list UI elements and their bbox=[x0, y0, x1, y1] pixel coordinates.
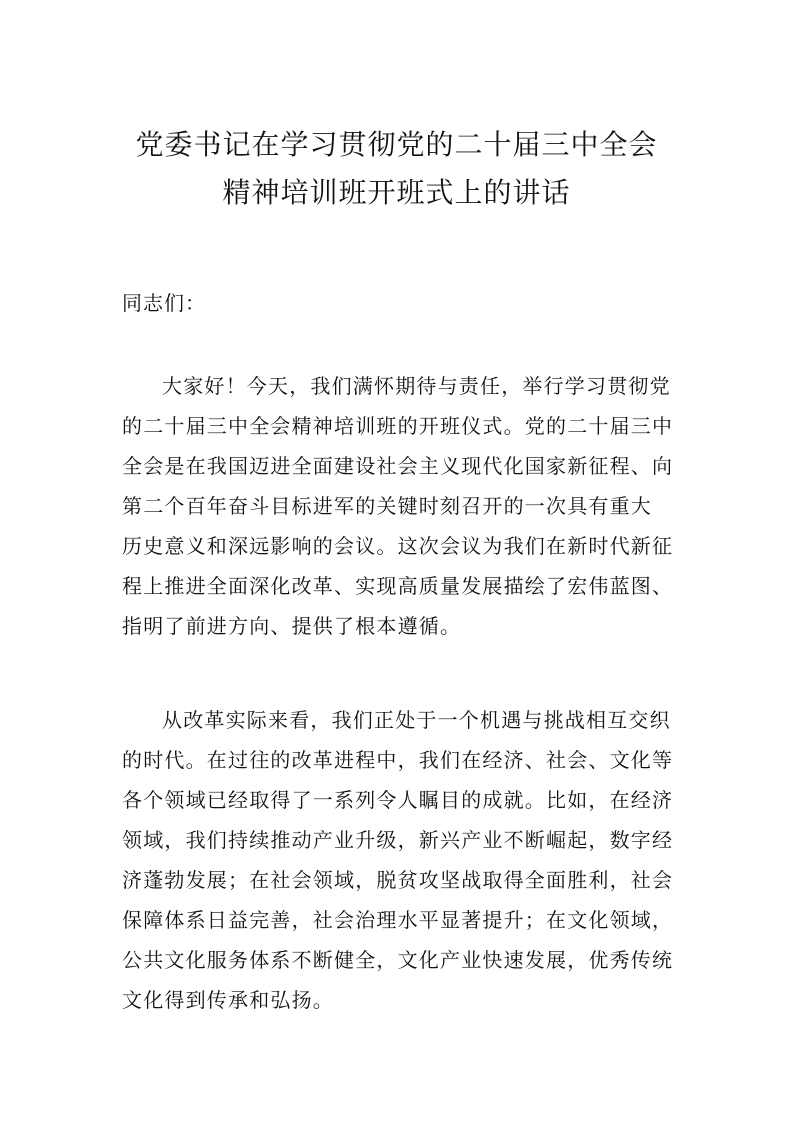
paragraph-line: 保障体系日益完善，社会治理水平显著提升；在文化领域， bbox=[122, 908, 674, 932]
paragraph-line: 全会是在我国迈进全面建设社会主义现代化国家新征程、向 bbox=[122, 454, 674, 478]
paragraph-line: 文化得到传承和弘扬。 bbox=[122, 988, 334, 1012]
paragraph-line: 领域，我们持续推动产业升级，新兴产业不断崛起，数字经 bbox=[122, 828, 674, 852]
paragraph-line: 各个领域已经取得了一系列令人瞩目的成就。比如，在经济 bbox=[122, 788, 674, 812]
paragraph-line: 大家好！今天，我们满怀期待与责任，举行学习贯彻党 bbox=[162, 374, 671, 398]
document-title-line-1: 党委书记在学习贯彻党的二十届三中全会 bbox=[135, 128, 658, 161]
paragraph-line: 历史意义和深远影响的会议。这次会议为我们在新时代新征 bbox=[122, 534, 674, 558]
paragraph-line: 第二个百年奋斗目标进军的关键时刻召开的一次具有重大 bbox=[122, 494, 652, 518]
paragraph-2 bbox=[122, 700, 682, 1020]
document-title-line-2: 精神培训班开班式上的讲话 bbox=[222, 176, 571, 209]
paragraph-line: 程上推进全面深化改革、实现高质量发展描绘了宏伟蓝图、 bbox=[122, 574, 674, 598]
paragraph-line: 指明了前进方向、提供了根本遵循。 bbox=[122, 614, 462, 638]
paragraph-line: 的时代。在过往的改革进程中，我们在经济、社会、文化等 bbox=[122, 748, 674, 772]
greeting: 同志们： bbox=[122, 291, 206, 315]
paragraph-line: 从改革实际来看，我们正处于一个机遇与挑战相互交织 bbox=[162, 708, 671, 732]
paragraph-line: 的二十届三中全会精神培训班的开班仪式。党的二十届三中 bbox=[122, 414, 674, 438]
paragraph-1 bbox=[122, 366, 682, 646]
paragraph-line: 济蓬勃发展；在社会领域，脱贫攻坚战取得全面胜利，社会 bbox=[122, 868, 674, 892]
paragraph-line: 公共文化服务体系不断健全，文化产业快速发展，优秀传统 bbox=[122, 948, 674, 972]
